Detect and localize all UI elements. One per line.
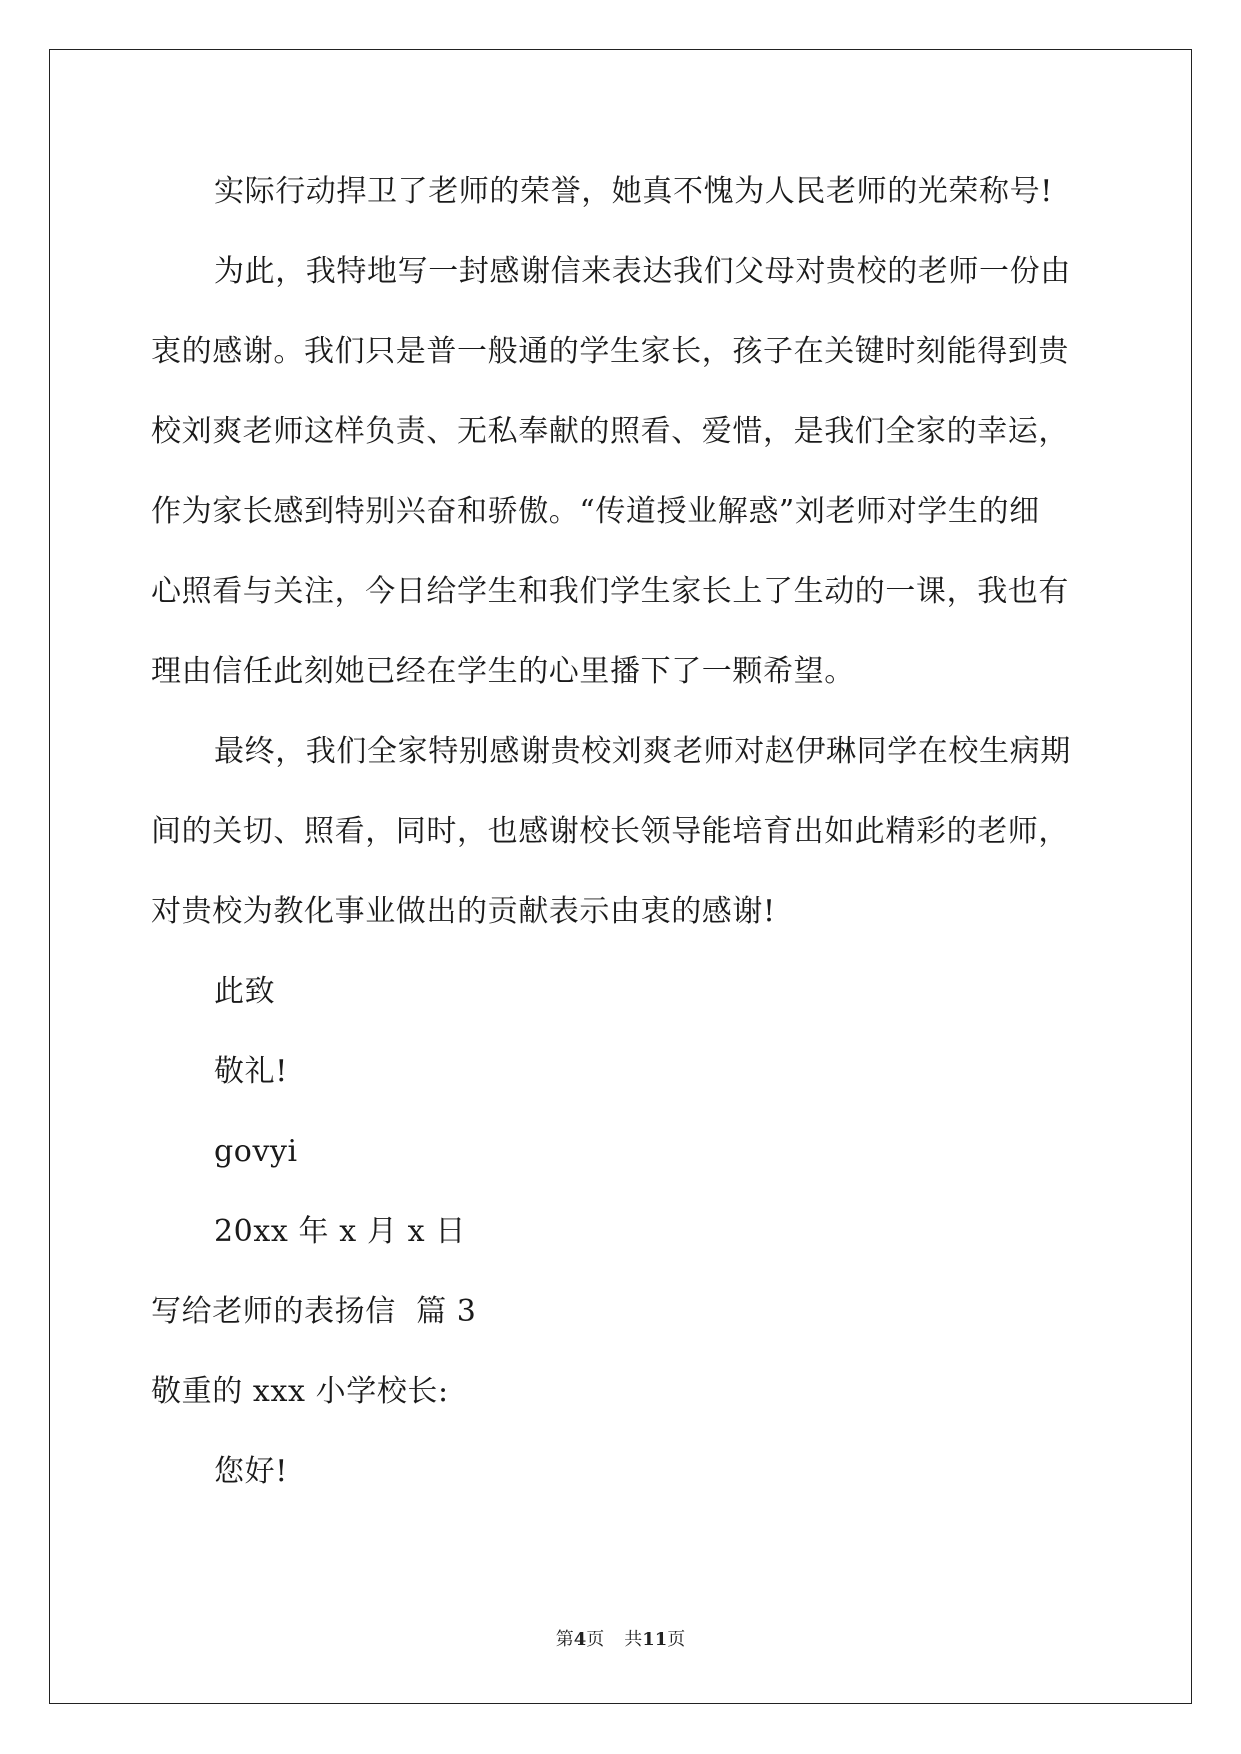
signature: govyi [214, 1134, 298, 1169]
footer-page-suffix: 页 [586, 1629, 605, 1650]
page-footer [0, 1628, 1241, 1652]
paragraph-2-line-2: 衷的感谢。我们只是普一般通的学生家长，孩子在关键时刻能得到贵 [151, 334, 1069, 369]
footer-total-pages: 11 [642, 1629, 668, 1650]
footer-total-suffix: 页 [667, 1629, 686, 1650]
paragraph-1-line-1: 实际行动捍卫了老师的荣誉，她真不愧为人民老师的光荣称号! [214, 174, 1053, 209]
date-line: 20xx 年 x 月 x 日 [214, 1214, 466, 1249]
addressee: 敬重的 xxx 小学校长: [151, 1374, 449, 1409]
paragraph-3-line-1: 最终，我们全家特别感谢贵校刘爽老师对赵伊琳同学在校生病期 [214, 734, 1071, 769]
greeting: 您好! [214, 1454, 288, 1489]
paragraph-2-line-1: 为此，我特地写一封感谢信来表达我们父母对贵校的老师一份由 [214, 254, 1071, 289]
paragraph-2-line-3: 校刘爽老师这样负责、无私奉献的照看、爱惜，是我们全家的幸运， [151, 414, 1069, 449]
paragraph-2-line-6: 理由信任此刻她已经在学生的心里播下了一颗希望。 [151, 654, 855, 689]
closing-salutation: 此致 [214, 974, 276, 1009]
section-title: 写给老师的表扬信 篇 3 [151, 1294, 477, 1329]
paragraph-2-line-4: 作为家长感到特别兴奋和骄傲。“传道授业解惑”刘老师对学生的细 [151, 494, 1040, 529]
footer-page-number: 4 [573, 1629, 587, 1650]
footer-total-prefix: 共 [624, 1629, 643, 1650]
paragraph-3-line-3: 对贵校为教化事业做出的贡献表示由衷的感谢! [151, 894, 776, 929]
footer-page-prefix: 第 [555, 1629, 574, 1650]
closing-regards: 敬礼! [214, 1054, 288, 1089]
paragraph-2-line-5: 心照看与关注，今日给学生和我们学生家长上了生动的一课，我也有 [151, 574, 1069, 609]
paragraph-3-line-2: 间的关切、照看，同时，也感谢校长领导能培育出如此精彩的老师， [151, 814, 1069, 849]
